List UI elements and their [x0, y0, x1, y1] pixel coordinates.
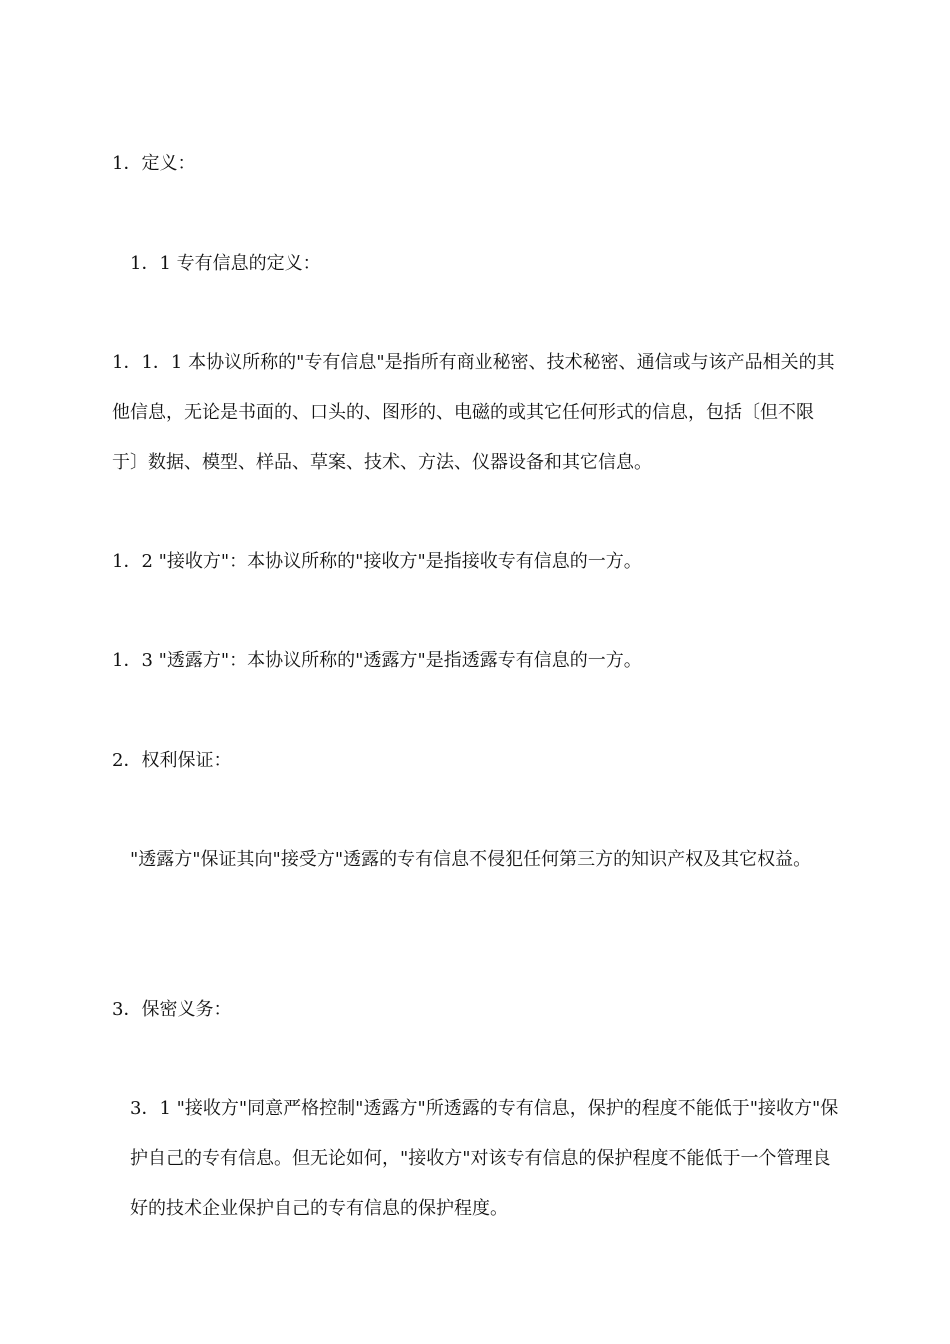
section-heading-1: 1．定义：: [112, 153, 196, 174]
section-heading-3: 3．保密义务：: [112, 999, 232, 1020]
section-heading-2: 2．权利保证：: [112, 750, 232, 771]
paragraph-1-3: 1．3 "透露方"：本协议所称的"透露方"是指透露专有信息的一方。: [112, 650, 642, 671]
paragraph-2-body: "透露方"保证其向"接受方"透露的专有信息不侵犯任何第三方的知识产权及其它权益。: [130, 849, 812, 870]
paragraph-1-2: 1．2 "接收方"：本协议所称的"接收方"是指接收专有信息的一方。: [112, 551, 642, 572]
paragraph-3-1: 3．1 "接收方"同意严格控制"透露方"所透露的专有信息，保护的程度不能低于"接收方"保护自己的专有信息。但无论如何，"接收方"对该专有信息的保护程度不能低于一个管理良好的技术企业保护自己的专有信息的保护程度。: [130, 1098, 839, 1219]
subsection-heading-1-1: 1．1 专有信息的定义：: [130, 253, 321, 274]
paragraph-1-1-1: 1．1．1 本协议所称的"专有信息"是指所有商业秘密、技术秘密、通信或与该产品相关的其他信息，无论是书面的、口头的、图形的、电磁的或其它任何形式的信息，包括〔但不限于〕数据、模型、样品、草案、技术、方法、仪器设备和其它信息。: [112, 352, 835, 473]
